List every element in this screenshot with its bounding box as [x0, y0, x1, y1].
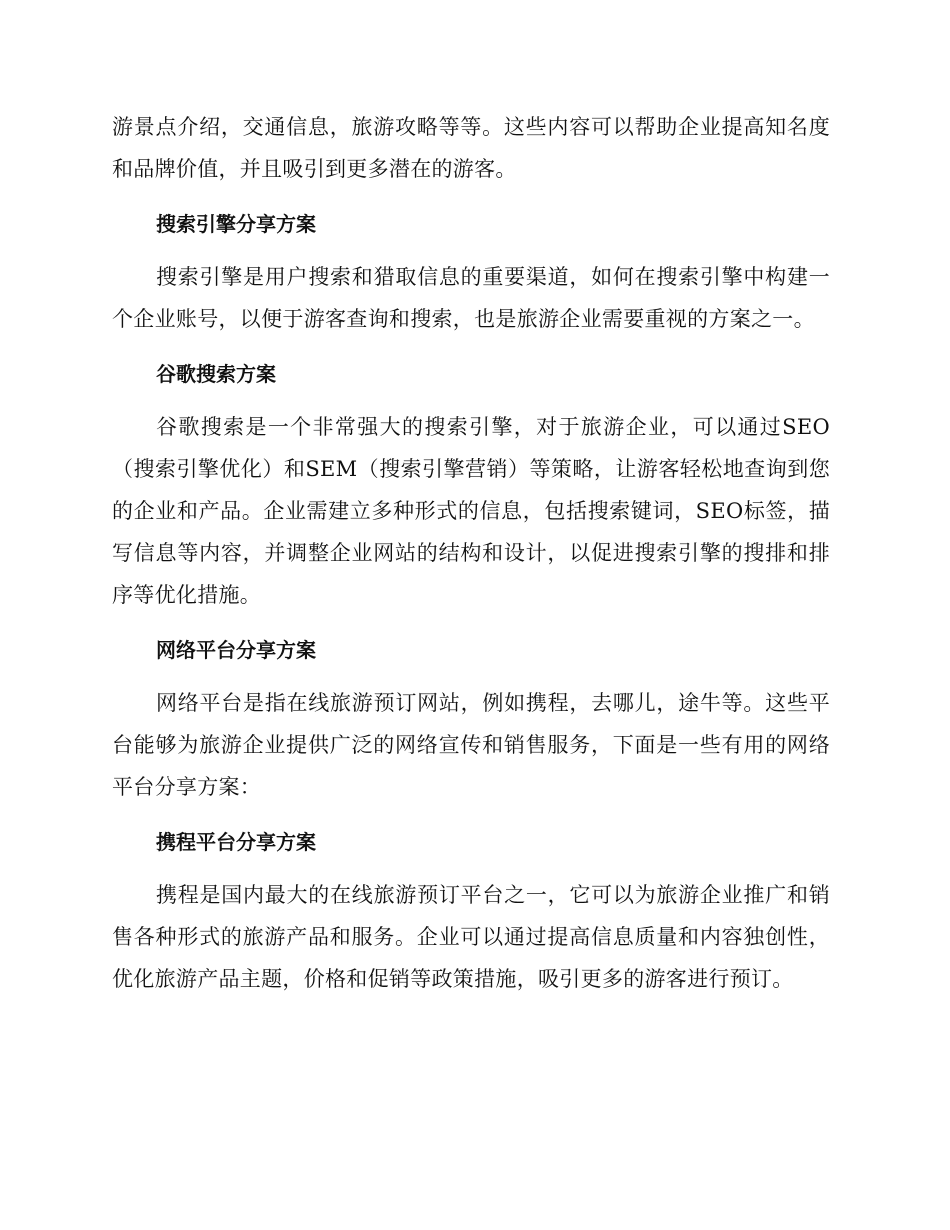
ctrip-paragraph: 携程是国内最大的在线旅游预订平台之一，它可以为旅游企业推广和销售各种形式的旅游产品和服务。企业可以通过提高信息质量和内容独创性，优化旅游产品主题，价格和促销等政策措施，吸引更多的游客进行预订。 — [112, 883, 830, 991]
section-heading-online-platform: 网络平台分享方案 — [156, 638, 316, 662]
section-heading-ctrip: 携程平台分享方案 — [156, 830, 316, 854]
intro-paragraph: 游景点介绍，交通信息，旅游攻略等等。这些内容可以帮助企业提高知名度和品牌价值，并且吸引到更多潜在的游客。 — [112, 115, 830, 181]
online-platform-paragraph: 网络平台是指在线旅游预订网站，例如携程，去哪儿，途牛等。这些平台能够为旅游企业提供广泛的网络宣传和销售服务，下面是一些有用的网络平台分享方案： — [112, 691, 830, 799]
section-heading-google: 谷歌搜索方案 — [156, 362, 276, 386]
search-engine-paragraph: 搜索引擎是用户搜索和猎取信息的重要渠道，如何在搜索引擎中构建一个企业账号，以便于游客查询和搜索，也是旅游企业需要重视的方案之一。 — [112, 265, 830, 331]
document-page — [112, 106, 830, 1000]
section-heading-search-engine: 搜索引擎分享方案 — [156, 212, 316, 236]
google-paragraph: 谷歌搜索是一个非常强大的搜索引擎，对于旅游企业，可以通过SEO（搜索引擎优化）和SEM（搜索引擎营销）等策略，让游客轻松地查询到您的企业和产品。企业需建立多种形式的信息，包括搜索键词，SEO标签，描写信息等内容，并调整企业网站的结构和设计，以促进搜索引擎的搜排和排序等优化措施。 — [112, 415, 830, 607]
